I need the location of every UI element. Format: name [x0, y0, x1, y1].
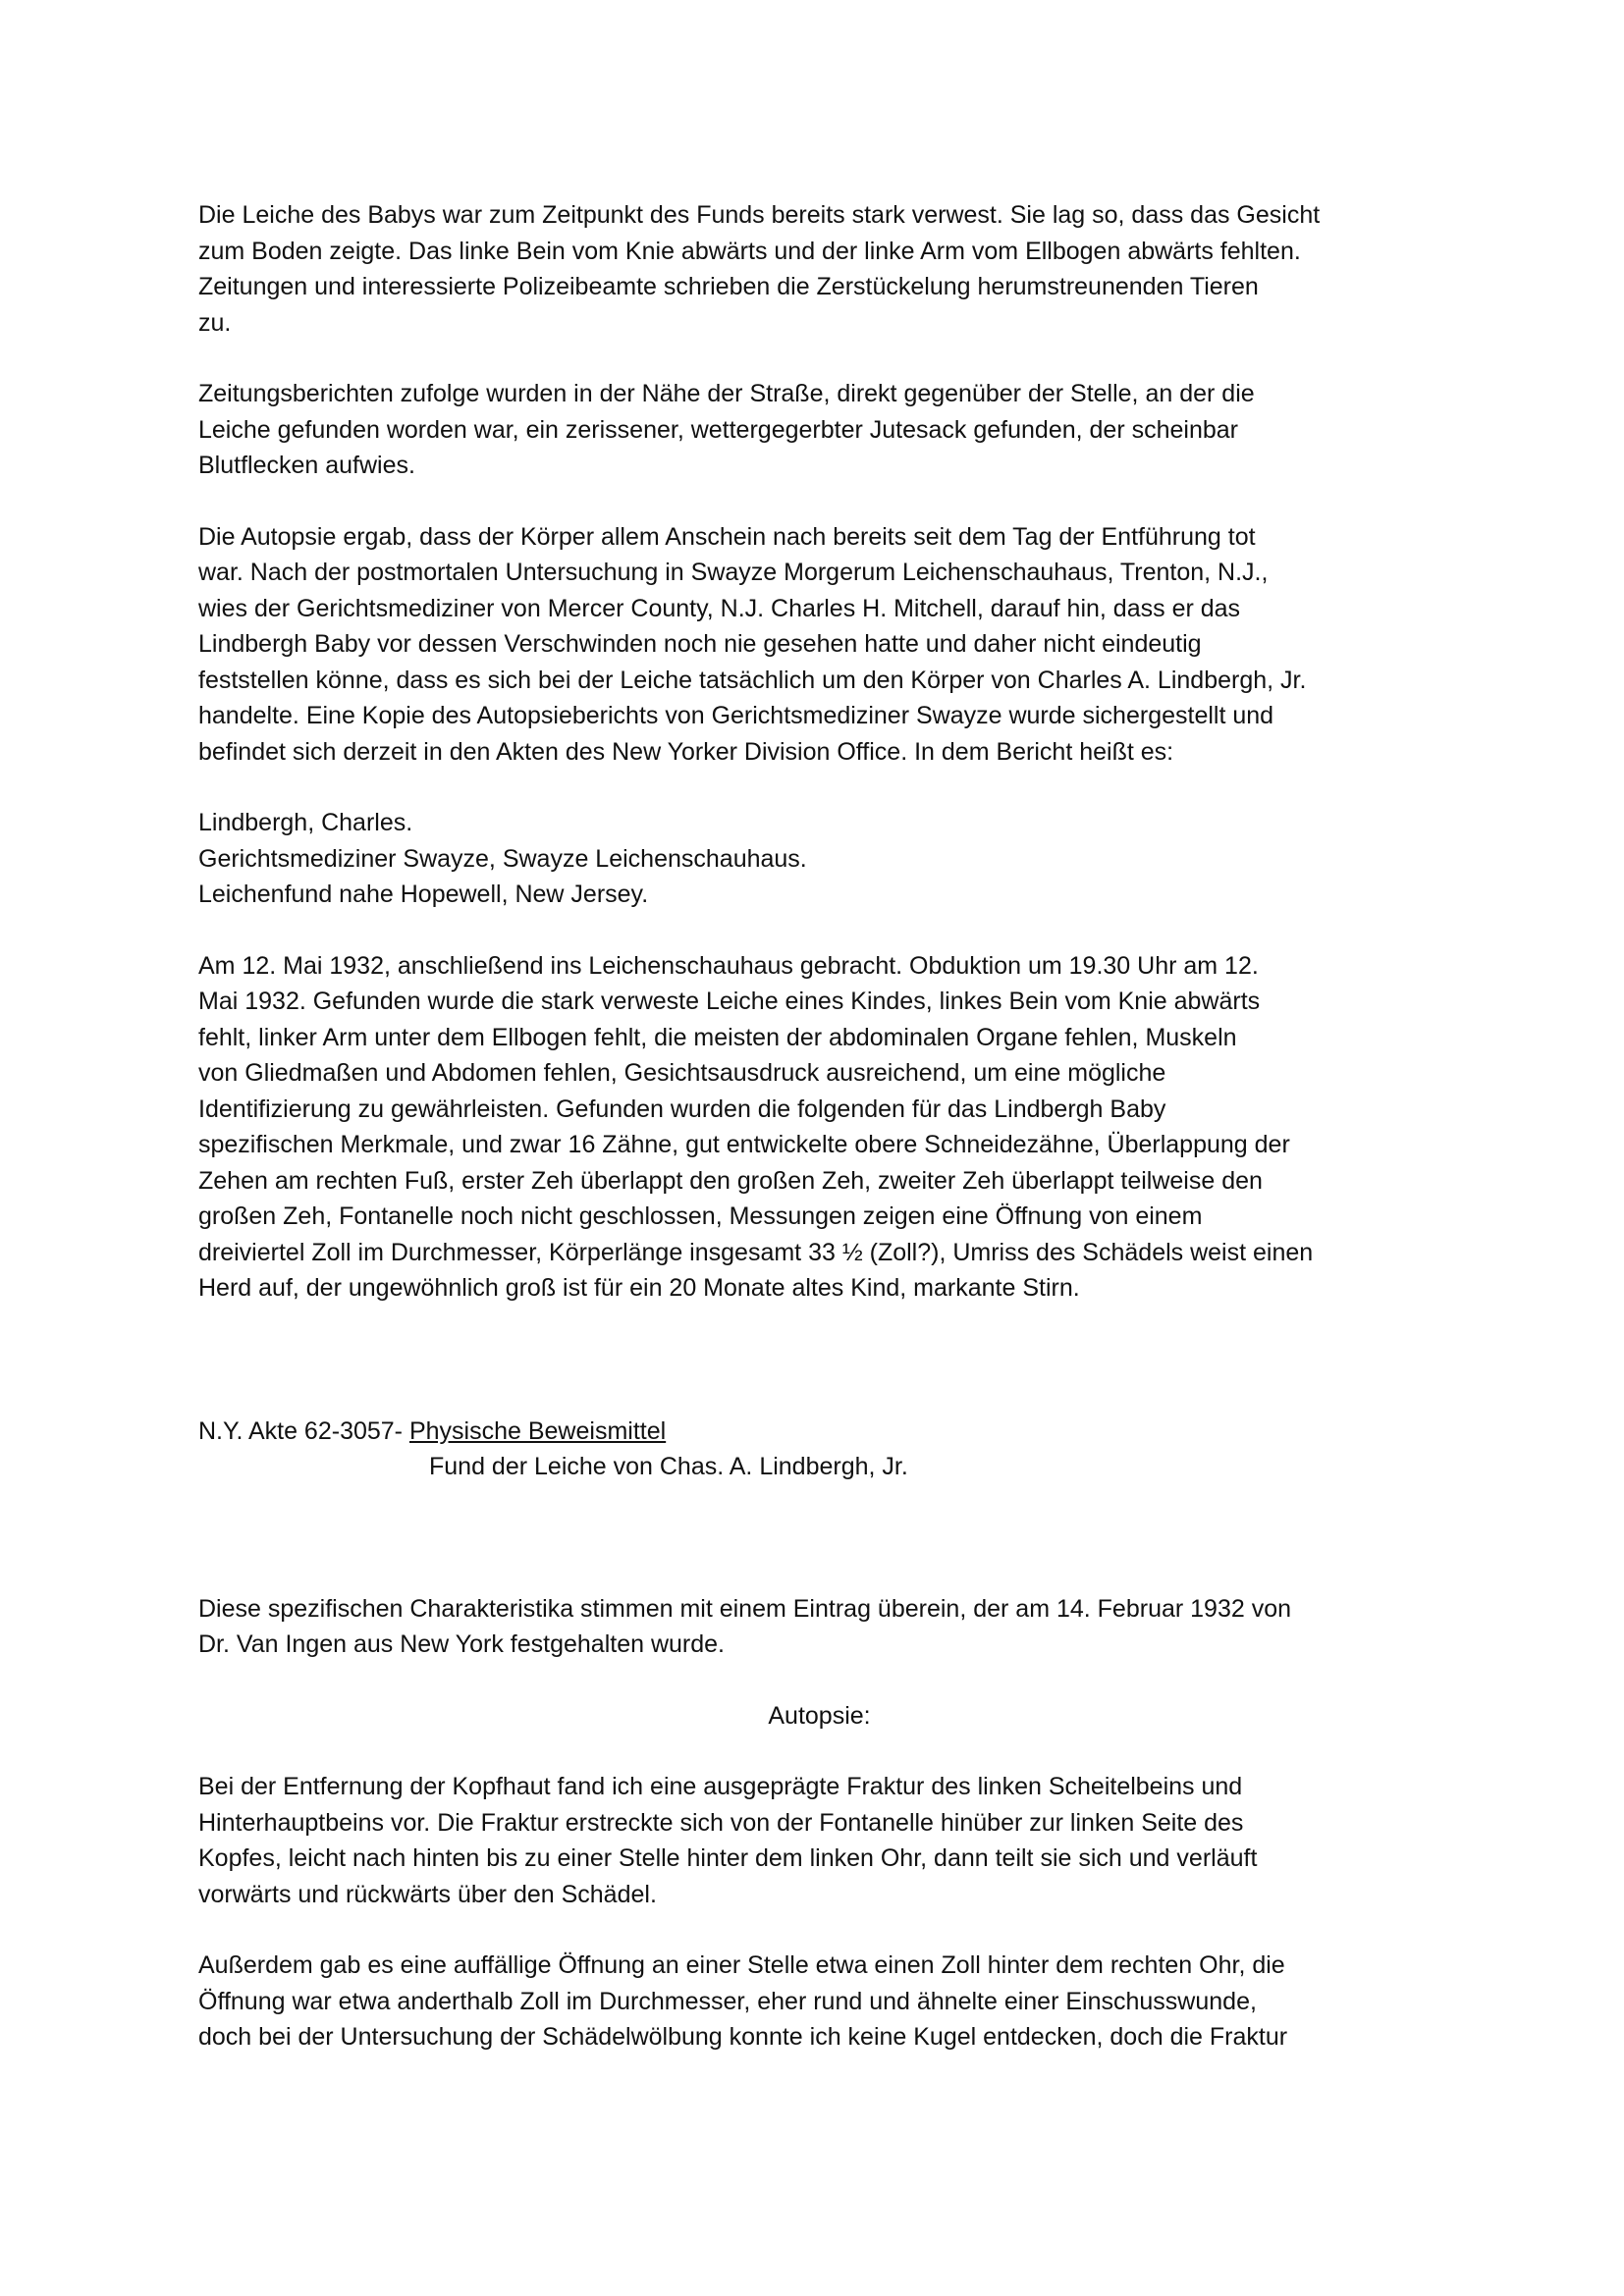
file-subject: Physische Beweismittel — [408, 1416, 667, 1445]
text-line: zum Boden zeigte. Das linke Bein vom Knie abwärts und der linke Arm vom Ellbogen abwärts fehlten. — [198, 237, 1301, 265]
text-line: Mai 1932. Gefunden wurde die stark verweste Leiche eines Kindes, linkes Bein vom Knie abwärts — [198, 988, 1261, 1015]
paragraph-newspaper-reports — [198, 376, 1440, 484]
paragraph-autopsy-findings — [198, 948, 1440, 1307]
text-line: von Gliedmaßen und Abdomen fehlen, Gesichtsausdruck ausreichend, um eine mögliche — [198, 1059, 1166, 1087]
text-line: Identifizierung zu gewährleisten. Gefunden wurden die folgenden für das Lindbergh Baby — [198, 1095, 1166, 1123]
text-line: vorwärts und rückwärts über den Schädel. — [198, 1880, 657, 1908]
text-line: Dr. Van Ingen aus New York festgehalten wurde. — [198, 1630, 725, 1658]
text-line: handelte. Eine Kopie des Autopsieberichts von Gerichtsmediziner Swayze wurde sichergestellt und — [198, 702, 1274, 729]
text-line: spezifischen Merkmale, und zwar 16 Zähne, gut entwickelte obere Schneidezähne, Überlappung der — [198, 1131, 1290, 1158]
text-line: Lindbergh, Charles. — [198, 809, 413, 836]
text-line: Öffnung war etwa anderthalb Zoll im Durchmesser, eher rund und ähnelte einer Einschusswunde, — [198, 1987, 1257, 2015]
text-line: Gerichtsmediziner Swayze, Swayze Leichenschauhaus. — [198, 844, 807, 873]
text-line: Die Leiche des Babys war zum Zeitpunkt des Funds bereits stark verwest. Sie lag so, dass das Gesicht — [198, 201, 1321, 229]
paragraph-characteristics — [198, 1591, 1440, 1663]
section-heading: Autopsie: — [768, 1701, 871, 1730]
text-line: Herd auf, der ungewöhnlich groß ist für ein 20 Monate altes Kind, markante Stirn. — [198, 1274, 1080, 1302]
text-line: Hinterhauptbeins vor. Die Fraktur erstreckte sich von der Fontanelle hinüber zur linken Seite des — [198, 1808, 1244, 1837]
text-line: Außerdem gab es eine auffällige Öffnung an einer Stelle etwa einen Zoll hinter dem rechten Ohr, die — [198, 1951, 1285, 1979]
text-line: Blutflecken aufwies. — [198, 452, 415, 479]
text-line: Lindbergh Baby vor dessen Verschwinden noch nie gesehen hatte und daher nicht eindeutig — [198, 630, 1202, 658]
text-line: wies der Gerichtsmediziner von Mercer County, N.J. Charles H. Mitchell, darauf hin, dass er das — [198, 594, 1241, 622]
file-subtitle: Fund der Leiche von Chas. A. Lindbergh, Jr. — [429, 1453, 908, 1480]
paragraph-skull-opening — [198, 1948, 1440, 2056]
paragraph-body-condition — [198, 197, 1440, 341]
paragraph-scalp-fracture — [198, 1769, 1440, 1912]
text-line: Zeitungen und interessierte Polizeibeamte schrieben die Zerstückelung herumstreunenden Tieren — [198, 273, 1259, 300]
text-line: Leiche gefunden worden war, ein zerissener, wettergegerbter Jutesack gefunden, der scheinbar — [198, 415, 1238, 444]
text-line: war. Nach der postmortalen Untersuchung in Swayze Morgerum Leichenschauhaus, Trenton, N.J., — [198, 559, 1269, 586]
text-line: großen Zeh, Fontanelle noch nicht geschlossen, Messungen zeigen eine Öffnung von einem — [198, 1202, 1203, 1230]
text-line: feststellen könne, dass es sich bei der Leiche tatsächlich um den Körper von Charles A. Lindbergh, Jr. — [198, 666, 1307, 694]
text-line: fehlt, linker Arm unter dem Ellbogen fehlt, die meisten der abdominalen Organe fehlen, Muskeln — [198, 1023, 1237, 1051]
file-header — [198, 1414, 1440, 1485]
paragraph-autopsy-summary — [198, 519, 1440, 771]
text-line: Kopfes, leicht nach hinten bis zu einer Stelle hinter dem linken Ohr, dann teilt sie sich und verläuft — [198, 1844, 1258, 1872]
text-line: zu. — [198, 308, 232, 337]
file-number: N.Y. Akte 62-3057- — [198, 1416, 409, 1445]
document-body — [198, 197, 1440, 2091]
text-line: Bei der Entfernung der Kopfhaut fand ich eine ausgeprägte Fraktur des linken Scheitelbeins und — [198, 1773, 1243, 1800]
text-line: doch bei der Untersuchung der Schädelwölbung konnte ich keine Kugel entdecken, doch die Fraktur — [198, 2023, 1288, 2051]
text-line: Die Autopsie ergab, dass der Körper allem Anschein nach bereits seit dem Tag der Entführung tot — [198, 522, 1256, 551]
file-header-line — [198, 1414, 1440, 1450]
text-line: Diese spezifischen Charakteristika stimmen mit einem Eintrag überein, der am 14. Februar 1932 von — [198, 1594, 1292, 1623]
text-line: dreiviertel Zoll im Durchmesser, Körperlänge insgesamt 33 ½ (Zoll?), Umriss des Schädels weist einen — [198, 1238, 1314, 1266]
text-line: Am 12. Mai 1932, anschließend ins Leichenschauhaus gebracht. Obduktion um 19.30 Uhr am 12. — [198, 951, 1259, 980]
paragraph-report-header — [198, 805, 1440, 913]
text-line: befindet sich derzeit in den Akten des New Yorker Division Office. In dem Bericht heißt es: — [198, 737, 1174, 766]
text-line: Zehen am rechten Fuß, erster Zeh überlappt den großen Zeh, zweiter Zeh überlappt teilweise den — [198, 1166, 1263, 1195]
text-line: Leichenfund nahe Hopewell, New Jersey. — [198, 881, 649, 908]
text-line: Zeitungsberichten zufolge wurden in der Nähe der Straße, direkt gegenüber der Stelle, an der die — [198, 380, 1255, 407]
